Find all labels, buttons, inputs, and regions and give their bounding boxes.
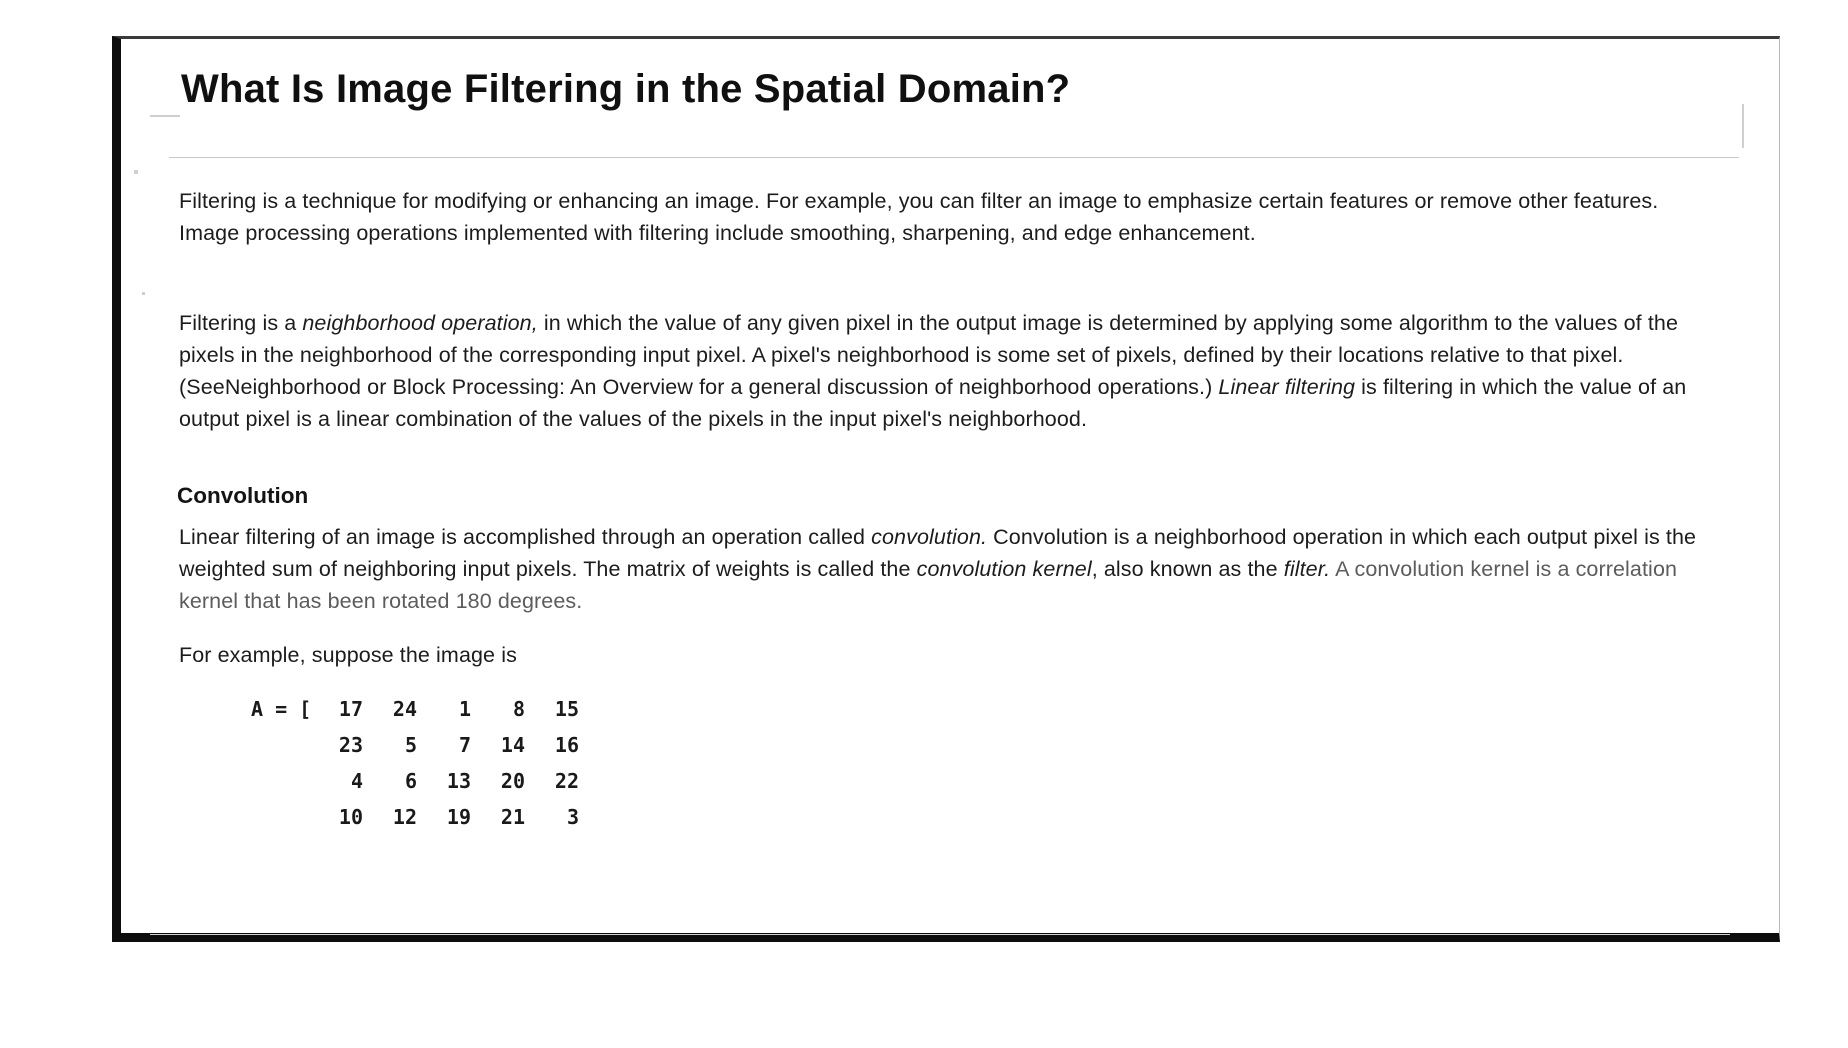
matrix-cell: 15 bbox=[554, 697, 579, 721]
slide-content bbox=[121, 39, 1779, 933]
paragraph-example bbox=[179, 639, 1709, 671]
matrix-cell: 3 bbox=[566, 805, 579, 829]
scan-artifact-speck bbox=[134, 170, 138, 174]
term-convolution: convolution. bbox=[871, 525, 988, 549]
matrix-cell: 19 bbox=[446, 805, 471, 829]
matrix-label: A = [ bbox=[251, 697, 312, 721]
matrix-cell: 7 bbox=[458, 733, 471, 757]
matrix-cell: 4 bbox=[350, 769, 363, 793]
table-row bbox=[241, 727, 589, 763]
matrix-label-spacer bbox=[241, 727, 319, 763]
matrix-cell: 1 bbox=[458, 697, 471, 721]
paragraph-convolution-text-a: Linear filtering of an image is accomplished through an operation called bbox=[179, 525, 872, 549]
matrix-cell: 13 bbox=[446, 769, 471, 793]
paragraph-convolution bbox=[179, 521, 1709, 617]
matrix-cell: 16 bbox=[554, 733, 579, 757]
title-divider bbox=[169, 157, 1739, 158]
term-linear-filtering: Linear filtering bbox=[1218, 375, 1356, 399]
matrix-table bbox=[241, 691, 589, 835]
scan-artifact-speck bbox=[1742, 104, 1744, 148]
matrix-cell: 8 bbox=[512, 697, 525, 721]
matrix-block bbox=[241, 691, 589, 835]
scan-artifact-speck bbox=[150, 115, 180, 117]
table-row bbox=[241, 799, 589, 835]
matrix-cell: 22 bbox=[554, 769, 579, 793]
matrix-cell: 24 bbox=[392, 697, 417, 721]
scan-artifact-line bbox=[150, 934, 1730, 935]
scan-artifact-speck bbox=[142, 292, 145, 295]
matrix-cell: 10 bbox=[338, 805, 363, 829]
section-heading-convolution: Convolution bbox=[177, 483, 309, 508]
matrix-label-spacer bbox=[241, 799, 319, 835]
matrix-cell: 12 bbox=[392, 805, 417, 829]
matrix-cell: 21 bbox=[500, 805, 525, 829]
matrix-cell: 5 bbox=[404, 733, 417, 757]
matrix-cell: 17 bbox=[338, 697, 363, 721]
paragraph-neighborhood-text-c: is filtering in which the value of an output pixel is a linear combination of the values of the pixels in the input pixel's neighborhood. bbox=[179, 375, 1687, 431]
slide-frame bbox=[112, 36, 1780, 942]
paragraph-convolution-text-c: , also known as the bbox=[1091, 557, 1284, 581]
paragraph-neighborhood-text-b: in which the value of any given pixel in the output image is determined by applying some algorithm to the values of the pixels in the neighborhood of the corresponding input pixel. A pixel's neighborhood is some set of pixels, defined by their locations relative to that pixel. (SeeNeighborhood or Block Processing: An Overview for a general discussion of neighborhood operations.) bbox=[179, 311, 1679, 399]
matrix-label-spacer bbox=[241, 763, 319, 799]
paragraph-intro bbox=[179, 185, 1709, 249]
term-convolution-kernel: convolution kernel bbox=[916, 557, 1092, 581]
term-filter: filter. bbox=[1283, 557, 1331, 581]
table-row bbox=[241, 691, 589, 727]
paragraph-intro-text: Filtering is a technique for modifying or enhancing an image. For example, you can filter an image to emphasize certain features or remove other features. Image processing operations implemented with filtering include smoothing, sharpening, and edge enhancement. bbox=[179, 189, 1659, 245]
page-title: What Is Image Filtering in the Spatial Domain? bbox=[181, 67, 1071, 111]
paragraph-convolution-text-d: A convolution kernel is a correlation kernel that has been rotated 180 degrees. bbox=[179, 557, 1678, 613]
matrix-cell: 23 bbox=[338, 733, 363, 757]
table-row bbox=[241, 763, 589, 799]
paragraph-convolution-text-b: Convolution is a neighborhood operation in which each output pixel is the weighted sum of neighboring input pixels. The matrix of weights is called the bbox=[179, 525, 1697, 581]
matrix-cell: 14 bbox=[500, 733, 525, 757]
paragraph-example-text: For example, suppose the image is bbox=[179, 643, 517, 667]
paragraph-neighborhood bbox=[179, 307, 1709, 435]
paragraph-neighborhood-text-a: Filtering is a bbox=[179, 311, 303, 335]
matrix-cell: 6 bbox=[404, 769, 417, 793]
term-neighborhood-operation: neighborhood operation, bbox=[302, 311, 538, 335]
matrix-cell: 20 bbox=[500, 769, 525, 793]
